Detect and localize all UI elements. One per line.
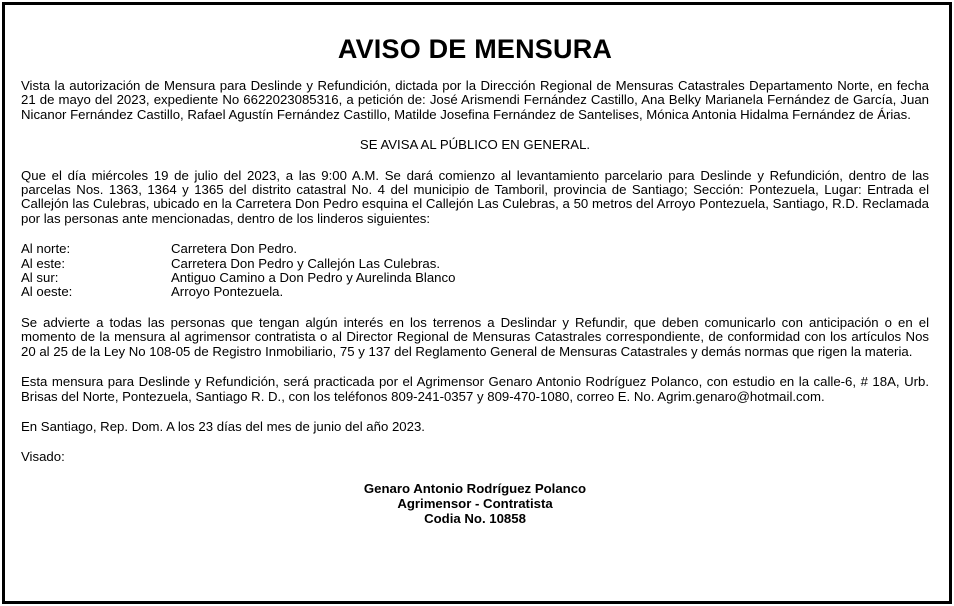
notice-frame (2, 2, 952, 604)
visado-label: Visado: (21, 449, 65, 465)
public-notice-line: SE AVISA AL PÚBLICO EN GENERAL. (359, 137, 591, 153)
lindero-value: Carretera Don Pedro. (171, 241, 298, 257)
notice-title: AVISO DE MENSURA (337, 34, 613, 64)
signature-block (21, 481, 929, 526)
lindero-value: Arroyo Pontezuela. (171, 284, 284, 300)
lindero-row (21, 285, 929, 299)
lindero-value: Antiguo Camino a Don Pedro y Aurelinda Blanco (171, 270, 456, 286)
lindero-row (21, 257, 929, 271)
lindero-row (21, 271, 929, 285)
warning-paragraph: Se advierte a todas las personas que tengan algún interés en los terrenos a Deslindar y Refundir, que deben comunicarlo con anticipación o en el momento de la mensura al agrimensor contratista o al Director Regional de Mensuras Catastrales correspondiente, de conformidad con los artículos Nos 20 al 25 de la Ley No 108-05 de Registro Inmobiliario, 75 y 137 del Reglamento General de Mensuras Catastrales y demás normas que rigen la materia. (21, 314, 929, 359)
lindero-value: Carretera Don Pedro y Callejón Las Culebras. (171, 255, 441, 271)
linderos-list (21, 242, 929, 300)
lindero-label: Al sur: (21, 270, 59, 286)
date-line: En Santiago, Rep. Dom. A los 23 días del mes de junio del año 2023. (21, 418, 425, 434)
surveyor-paragraph: Esta mensura para Deslinde y Refundición, será practicada por el Agrimensor Genaro Antonio Rodríguez Polanco, con estudio en la calle-6, # 18A, Urb. Brisas del Norte, Pontezuela, Santiago R. D., con los teléfonos 809-241-0357 y 809-470-1080, correo E. No. Agrim.genaro@hotmail.com. (21, 374, 929, 404)
lindero-label: Al oeste: (21, 284, 73, 300)
lindero-row (21, 242, 929, 256)
signature-role: Agrimensor - Contratista (397, 495, 553, 511)
signature-codia: Codia No. 10858 (424, 510, 526, 526)
signature-name: Genaro Antonio Rodríguez Polanco (363, 480, 587, 496)
lindero-label: Al norte: (21, 241, 71, 257)
notice-body (21, 33, 929, 526)
schedule-paragraph: Que el día miércoles 19 de julio del 2023, a las 9:00 A.M. Se dará comienzo al levantamiento parcelario para Deslinde y Refundición, dentro de las parcelas Nos. 1363, 1364 y 1365 del distrito catastral No. 4 del municipio de Tamboril, provincia de Santiago; Sección: Pontezuela, Lugar: Entrada el Callejón las Culebras, ubicado en la Carretera Don Pedro esquina el Callejón Las Culebras, a 50 metros del Arroyo Pontezuela, Santiago, R.D. Reclamada por las personas ante mencionadas, dentro de los linderos siguientes: (21, 167, 929, 226)
lindero-label: Al este: (21, 255, 65, 271)
intro-paragraph: Vista la autorización de Mensura para Deslinde y Refundición, dictada por la Dirección Regional de Mensuras Catastrales Departamento Norte, en fecha 21 de mayo del 2023, expediente No 6622023085316, a petición de: José Arismendi Fernández Castillo, Ana Belky Marianela Fernández de García, Juan Nicanor Fernández Castillo, Rafael Agustín Fernández Castillo, Matilde Josefina Fernández de Santelises, Mónica Antonia Hidalma Fernández de Árias. (21, 78, 929, 122)
